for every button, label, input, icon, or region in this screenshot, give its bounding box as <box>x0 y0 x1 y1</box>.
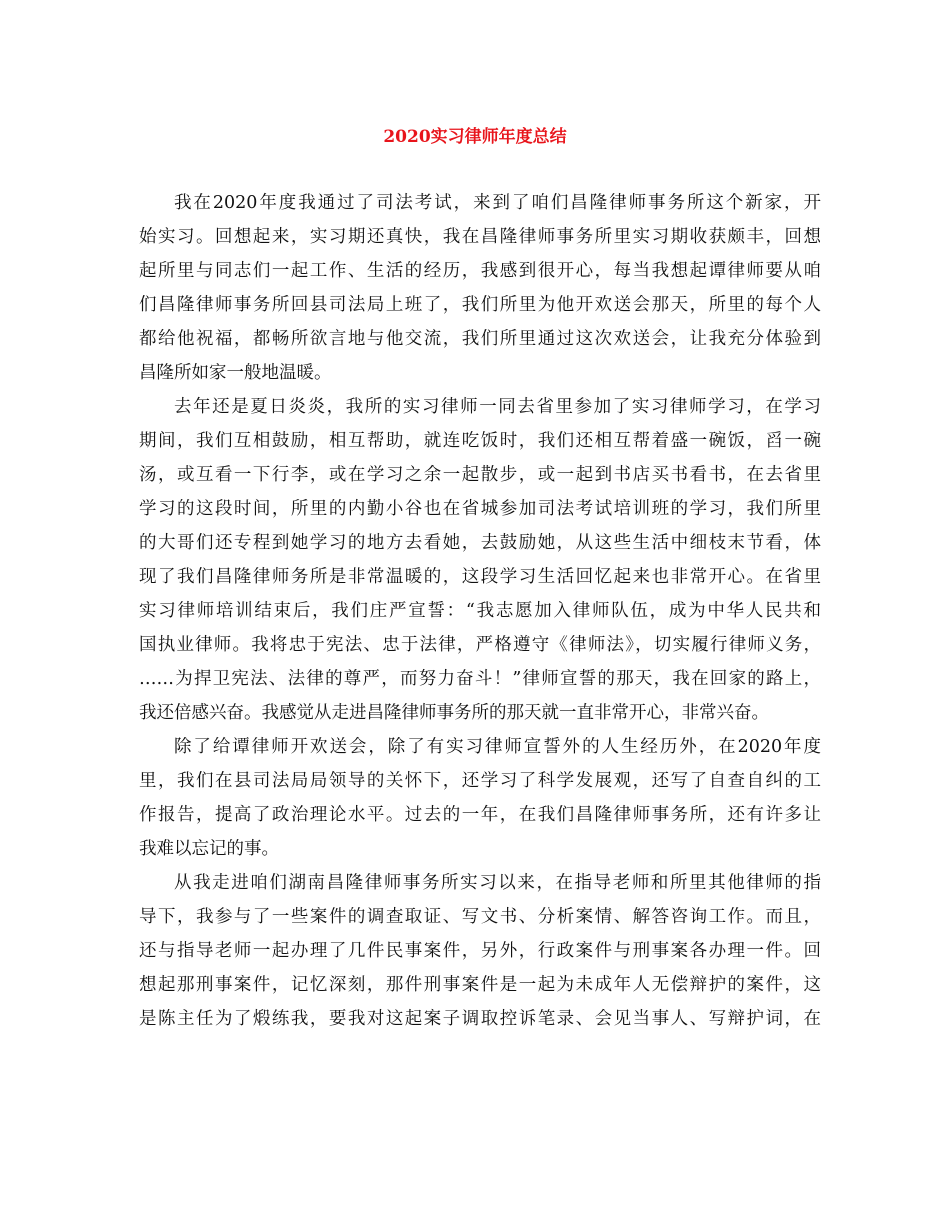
paragraph-line: 我难以忘记的事。 <box>139 839 279 859</box>
paragraph-line: 始实习。回想起来，实习期还真快，我在昌隆律师事务所里实习期收获颇丰，回想 <box>139 227 821 247</box>
paragraph-line: 昌隆所如家一般地温暖。 <box>139 363 332 383</box>
paragraph-line: 现了我们昌隆律师务所是非常温暖的，这段学习生活回忆起来也非常开心。在省里 <box>139 567 821 587</box>
body-paragraph <box>139 186 821 390</box>
paragraph-line: ……为捍卫宪法、法律的尊严，而努力奋斗！”律师宣誓的那天，我在回家的路上， <box>139 669 821 689</box>
paragraph-line: 我还倍感兴奋。我感觉从走进昌隆律师事务所的那天就一直非常开心，非常兴奋。 <box>139 703 769 723</box>
body-paragraph <box>139 390 821 730</box>
paragraph-line: 还与指导老师一起办理了几件民事案件，另外，行政案件与刑事案各办理一件。回 <box>139 941 821 961</box>
document-title: 2020实习律师年度总结 <box>383 127 567 147</box>
paragraph-line: 汤，或互看一下行李，或在学习之余一起散步，或一起到书店买书看书，在去省里 <box>139 465 821 485</box>
paragraph-line: 去年还是夏日炎炎，我所的实习律师一同去省里参加了实习律师学习，在学习 <box>174 397 821 417</box>
paragraph-line: 除了给谭律师开欢送会，除了有实习律师宣誓外的人生经历外，在2020年度 <box>174 737 821 757</box>
paragraph-line: 想起那刑事案件，记忆深刻，那件刑事案件是一起为未成年人无偿辩护的案件，这 <box>139 975 821 995</box>
body-paragraph <box>139 730 821 866</box>
document-body <box>139 186 821 1036</box>
paragraph-line: 实习律师培训结束后，我们庄严宣誓：“我志愿加入律师队伍，成为中华人民共和 <box>139 601 821 621</box>
paragraph-line: 们昌隆律师事务所回县司法局上班了，我们所里为他开欢送会那天，所里的每个人 <box>139 295 821 315</box>
paragraph-line: 都给他祝福，都畅所欲言地与他交流，我们所里通过这次欢送会，让我充分体验到 <box>139 329 821 349</box>
paragraph-line: 从我走进咱们湖南昌隆律师事务所实习以来，在指导老师和所里其他律师的指 <box>174 873 821 893</box>
body-paragraph <box>139 866 821 1036</box>
paragraph-line: 期间，我们互相鼓励，相互帮助，就连吃饭时，我们还相互帮着盛一碗饭，舀一碗 <box>139 431 821 451</box>
paragraph-line: 是陈主任为了煅练我，要我对这起案子调取控诉笔录、会见当事人、写辩护词，在 <box>139 1009 821 1029</box>
paragraph-line: 导下，我参与了一些案件的调查取证、写文书、分析案情、解答咨询工作。而且， <box>139 907 821 927</box>
paragraph-line: 作报告，提高了政治理论水平。过去的一年，在我们昌隆律师事务所，还有许多让 <box>139 805 821 825</box>
paragraph-line: 里，我们在县司法局局领导的关怀下，还学习了科学发展观，还写了自查自纠的工 <box>139 771 821 791</box>
paragraph-line: 国执业律师。我将忠于宪法、忠于法律，严格遵守《律师法》，切实履行律师义务， <box>139 635 821 655</box>
paragraph-line: 学习的这段时间，所里的内勤小谷也在省城参加司法考试培训班的学习，我们所里 <box>139 499 821 519</box>
paragraph-line: 起所里与同志们一起工作、生活的经历，我感到很开心，每当我想起谭律师要从咱 <box>139 261 821 281</box>
paragraph-line: 我在2020年度我通过了司法考试，来到了咱们昌隆律师事务所这个新家，开 <box>174 193 821 213</box>
paragraph-line: 的大哥们还专程到她学习的地方去看她，去鼓励她，从这些生活中细枝末节看，体 <box>139 533 821 553</box>
